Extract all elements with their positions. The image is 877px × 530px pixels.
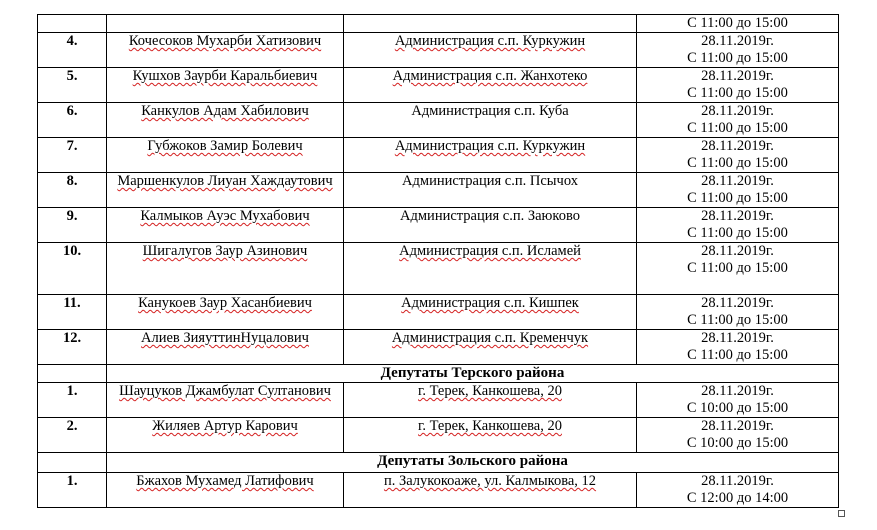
deputy-name: Канукоев Заур Хасанбиевич (107, 295, 344, 330)
table-row (38, 208, 839, 243)
row-number: 1. (38, 383, 107, 418)
deputy-name: Канкулов Адам Хабилович (107, 103, 344, 138)
reception-time: 28.11.2019г. С 11:00 до 15:00 (637, 243, 839, 295)
deputy-name: Губжоков Замир Болевич (107, 138, 344, 173)
table-row (38, 15, 839, 33)
reception-time: 28.11.2019г. С 10:00 до 15:00 (637, 418, 839, 453)
table-row (38, 473, 839, 508)
reception-time: 28.11.2019г. С 11:00 до 15:00 (637, 295, 839, 330)
section-number-cell (38, 365, 107, 383)
section-title: Депутаты Зольского района (107, 453, 839, 473)
reception-time: 28.11.2019г. С 12:00 до 14:00 (637, 473, 839, 508)
row-number: 6. (38, 103, 107, 138)
reception-place: Администрация с.п. Кременчук (344, 330, 637, 365)
row-number: 4. (38, 33, 107, 68)
section-title: Депутаты Терского района (107, 365, 839, 383)
row-number: 7. (38, 138, 107, 173)
reception-time: 28.11.2019г. С 11:00 до 15:00 (637, 173, 839, 208)
place-cell (344, 15, 637, 33)
table-row (38, 418, 839, 453)
reception-place: Администрация с.п. Исламей (344, 243, 637, 295)
reception-place: г. Терек, Канкошева, 20 (344, 418, 637, 453)
table-row (38, 68, 839, 103)
number-cell (38, 15, 107, 33)
row-number: 11. (38, 295, 107, 330)
reception-place: Администрация с.п. Жанхотеко (344, 68, 637, 103)
reception-place: Администрация с.п. Куркужин (344, 33, 637, 68)
table-row (38, 243, 839, 295)
section-row-zolsky (38, 453, 839, 473)
section-row-terek (38, 365, 839, 383)
reception-place: Администрация с.п. Заюково (344, 208, 637, 243)
reception-time: 28.11.2019г. С 11:00 до 15:00 (637, 68, 839, 103)
reception-place: Администрация с.п. Кишпек (344, 295, 637, 330)
reception-place: Администрация с.п. Псычох (344, 173, 637, 208)
deputy-name: Шигалугов Заур Азинович (107, 243, 344, 295)
reception-time: 28.11.2019г. С 11:00 до 15:00 (637, 103, 839, 138)
row-number: 10. (38, 243, 107, 295)
reception-time: 28.11.2019г. С 11:00 до 15:00 (637, 33, 839, 68)
reception-place: Администрация с.п. Куба (344, 103, 637, 138)
deputy-name: Бжахов Мухамед Латифович (107, 473, 344, 508)
reception-time: 28.11.2019г. С 10:00 до 15:00 (637, 383, 839, 418)
reception-place: п. Залукокоаже, ул. Калмыкова, 12 (344, 473, 637, 508)
reception-time: 28.11.2019г. С 11:00 до 15:00 (637, 330, 839, 365)
deputy-name: Кочесоков Мухарби Хатизович (107, 33, 344, 68)
reception-time: 28.11.2019г. С 11:00 до 15:00 (637, 138, 839, 173)
table-row (38, 173, 839, 208)
table-row (38, 330, 839, 365)
row-number: 8. (38, 173, 107, 208)
row-number: 1. (38, 473, 107, 508)
name-cell (107, 15, 344, 33)
reception-place: Администрация с.п. Куркужин (344, 138, 637, 173)
row-number: 9. (38, 208, 107, 243)
row-number: 12. (38, 330, 107, 365)
deputy-name: Шауцуков Джамбулат Султанович (107, 383, 344, 418)
reception-time: 28.11.2019г. С 11:00 до 15:00 (637, 208, 839, 243)
section-number-cell (38, 453, 107, 473)
reception-place: г. Терек, Канкошева, 20 (344, 383, 637, 418)
table-row (38, 33, 839, 68)
table-row (38, 295, 839, 330)
deputy-name: Кушхов Заурби Каральбиевич (107, 68, 344, 103)
table-row (38, 138, 839, 173)
time-cell: С 11:00 до 15:00 (637, 15, 839, 33)
paragraph-end-mark (838, 510, 845, 517)
row-number: 5. (38, 68, 107, 103)
deputy-name: Алиев ЗияуттинНуцалович (107, 330, 344, 365)
table-row (38, 103, 839, 138)
row-number: 2. (38, 418, 107, 453)
deputy-name: Калмыков Ауэс Мухабович (107, 208, 344, 243)
table-row (38, 383, 839, 418)
appointment-schedule-table (37, 14, 839, 508)
deputy-name: Жиляев Артур Карович (107, 418, 344, 453)
deputy-name: Маршенкулов Лиуан Хаждаутович (107, 173, 344, 208)
